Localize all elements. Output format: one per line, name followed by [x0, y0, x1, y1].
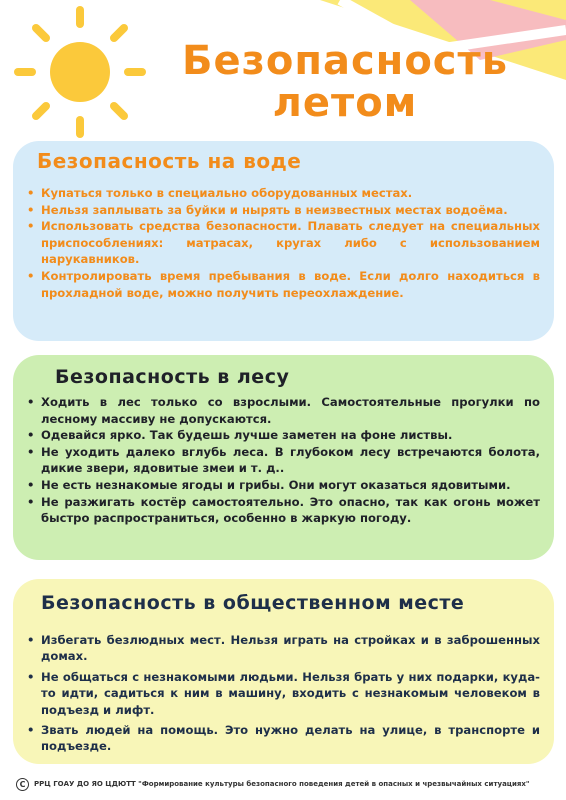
section-list	[27, 394, 540, 527]
section-list	[27, 185, 540, 301]
list-item: • Избегать безлюдных мест. Нельзя играть на стройках и в заброшенных домах.	[27, 632, 540, 665]
copyright-icon: C	[16, 778, 29, 791]
list-item: • Нельзя заплывать за буйки и нырять в неизвестных местах водоёма.	[27, 202, 540, 219]
list-item: • Не разжигать костёр самостоятельно. Это опасно, так как огонь может быстро распространиться, особенно в жаркую погоду.	[27, 494, 540, 527]
list-item: • Не уходить далеко вглубь леса. В глубоком лесу встречаются болота, дикие звери, ядовитые змеи и т. д..	[27, 444, 540, 477]
title-line-2: летом	[272, 80, 418, 126]
section-heading: Безопасность в общественном месте	[41, 592, 465, 614]
page-title	[150, 40, 540, 124]
footer-text: РРЦ ГОАУ ДО ЯО ЦДЮТТ "Формирование культуры безопасного поведения детей в опасных и чрезвычайных ситуациях"	[34, 780, 530, 788]
section-heading: Безопасность на воде	[37, 149, 302, 173]
footer	[16, 776, 530, 792]
list-item: • Звать людей на помощь. Это нужно делать на улице, в транспорте и подъезде.	[27, 722, 540, 755]
list-item: • Контролировать время пребывания в воде. Если долго находиться в прохладной воде, можно получить переохлаждение.	[27, 268, 540, 301]
section-list	[27, 632, 540, 755]
list-item: • Ходить в лес только со взрослыми. Самостоятельные прогулки по лесному массиву не допускаются.	[27, 394, 540, 427]
section-forest	[13, 355, 554, 560]
list-item: • Одевайся ярко. Так будешь лучше заметен на фоне листвы.	[27, 427, 540, 444]
section-public-place	[13, 579, 554, 764]
section-heading: Безопасность в лесу	[55, 366, 290, 388]
title-line-1: Безопасность	[182, 38, 508, 84]
list-item: • Не есть незнакомые ягоды и грибы. Они могут оказаться ядовитыми.	[27, 477, 540, 494]
list-item: • Купаться только в специально оборудованных местах.	[27, 185, 540, 202]
section-water	[13, 141, 554, 341]
list-item: • Использовать средства безопасности. Плавать следует на специальных приспособлениях: матрасах, кругах либо с использованием нарукавников.	[27, 218, 540, 268]
list-item: • Не общаться с незнакомыми людьми. Нельзя брать у них подарки, куда-то идти, садиться к ним в машину, входить с незнакомым человеком в подъезд и лифт.	[27, 669, 540, 718]
sun-icon	[8, 4, 158, 144]
